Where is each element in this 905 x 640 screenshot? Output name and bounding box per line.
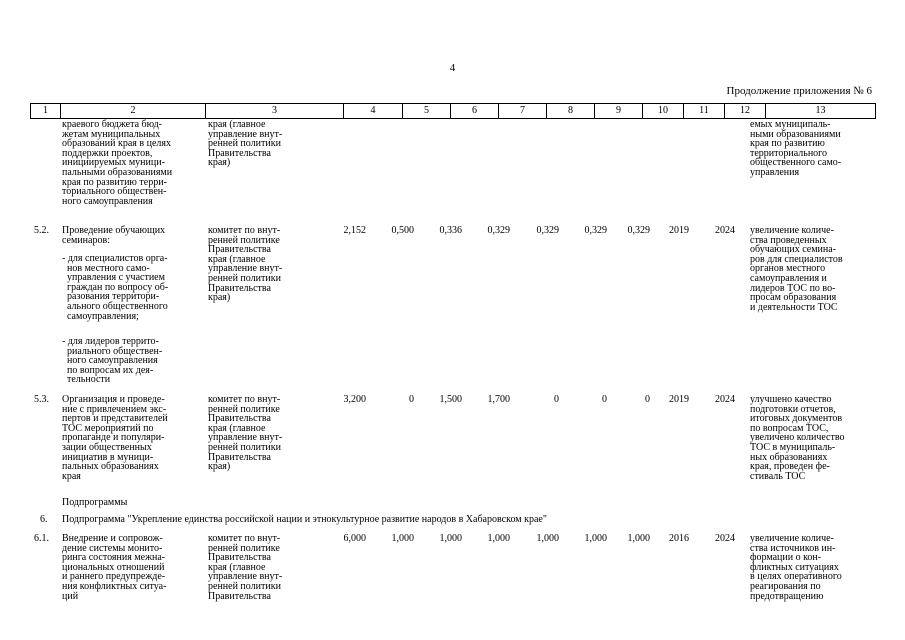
- value-col8: 0,329: [536, 225, 559, 236]
- value-col5: 1,000: [391, 533, 414, 544]
- measure-title: Организация и проведе- ние с привлечением экс- пертов и представителей ТОС мероприятий по пропаганде и популяри- зации общественных инициатив в муници- пальных образованиях края: [62, 394, 168, 482]
- value-col7: 1,700: [487, 394, 510, 405]
- value-col6: 0,336: [439, 225, 462, 236]
- page-number: 4: [449, 62, 456, 74]
- subprogram-title: Подпрограмма "Укрепление единства российской нации и этнокультурное развитие народов в Хабаровском крае": [62, 514, 547, 525]
- header-col-6: 6: [450, 104, 498, 118]
- header-col-3: 3: [205, 104, 343, 118]
- table-header: [30, 103, 876, 119]
- continued-result-text: емых муниципаль- ными образованиями края по развитию территориального общественного само- управления: [750, 119, 842, 178]
- measure-subitem: - для лидеров террито- риального обществен- ного самоуправления по вопросам их дея- тельности: [62, 336, 163, 386]
- year-start: 2019: [669, 394, 689, 405]
- row-number: 5.3.: [34, 394, 49, 405]
- year-start: 2016: [669, 533, 689, 544]
- year-end: 2024: [715, 533, 735, 544]
- value-col8: 1,000: [536, 533, 559, 544]
- continued-measure-text: краевого бюджета бюд- жетам муниципальных образований края в целях поддержки проектов, инициируемых муници- пальными образованиями края по развитию терри- ториального обществен- ного самоуправления: [62, 119, 173, 207]
- value-col6: 1,000: [439, 533, 462, 544]
- header-col-9: 9: [594, 104, 642, 118]
- row-number: 6.1.: [34, 533, 49, 544]
- row-number: 5.2.: [34, 225, 49, 236]
- header-col-1: 1: [43, 105, 48, 116]
- value-col10: 0,329: [627, 225, 650, 236]
- row-number: 6.: [40, 514, 48, 525]
- year-start: 2019: [669, 225, 689, 236]
- measure-title: Внедрение и сопровож- дение системы монито- ринга состояния межна- циональных отношений и раннего предупрежде- ния конфликтных ситуа- ций: [62, 533, 167, 602]
- executor-text: комитет по внут- ренней политике Правительства края (главное управление внут- ренней политики Правительства: [208, 533, 283, 602]
- header-col-4: 4: [343, 104, 402, 118]
- value-col10: 0: [645, 394, 650, 405]
- year-end: 2024: [715, 225, 735, 236]
- result-text: увеличение количе- ства проведенных обучающих семина- ров для специалистов органов местного самоуправления и лидеров ТОС по во- просам образования и деятельности ТОС: [750, 225, 843, 313]
- subprograms-label: Подпрограммы: [62, 497, 128, 508]
- header-col-8: 8: [546, 104, 594, 118]
- header-col-2: 2: [60, 104, 205, 118]
- header-col-7: 7: [498, 104, 546, 118]
- value-col7: 1,000: [487, 533, 510, 544]
- header-col-13: 13: [765, 104, 875, 118]
- value-col5: 0,500: [391, 225, 414, 236]
- header-col-12: 12: [724, 104, 765, 118]
- executor-text: комитет по внут- ренней политике Правительства края (главное управление внут- ренней политики Правительства края): [208, 394, 283, 473]
- year-end: 2024: [715, 394, 735, 405]
- result-text: увеличение количе- ства источников ин- формации о кон- фликтных ситуациях в целях оперативного реагирования по предотвращению: [750, 533, 842, 602]
- measure-subitem: - для специалистов орга- нов местного само- управления с участием граждан по вопросу об- разования территори- ального общественного самоуправления;: [62, 253, 169, 322]
- header-col-11: 11: [683, 104, 724, 118]
- executor-text: комитет по внут- ренней политике Правительства края (главное управление внут- ренней политики Правительства края): [208, 225, 283, 304]
- value-col8: 0: [554, 394, 559, 405]
- value-col9: 0: [602, 394, 607, 405]
- value-col6: 1,500: [439, 394, 462, 405]
- value-col9: 1,000: [584, 533, 607, 544]
- value-col7: 0,329: [487, 225, 510, 236]
- value-col5: 0: [409, 394, 414, 405]
- header-col-5: 5: [402, 104, 450, 118]
- appendix-caption: Продолжение приложения № 6: [726, 85, 872, 97]
- measure-title: Проведение обучающих семинаров:: [62, 225, 166, 246]
- value-total: 2,152: [343, 225, 366, 236]
- result-text: улучшено качество подготовки отчетов, итоговых документов по вопросам ТОС, увеличено количество ТОС в муниципаль- ных образованиях края, проведен фе- стиваль ТОС: [750, 394, 845, 482]
- value-col9: 0,329: [584, 225, 607, 236]
- value-total: 6,000: [343, 533, 366, 544]
- continued-executor-text: края (главное управление внут- ренней политики Правительства края): [208, 119, 283, 169]
- value-total: 3,200: [343, 394, 366, 405]
- header-col-10: 10: [642, 104, 683, 118]
- value-col10: 1,000: [627, 533, 650, 544]
